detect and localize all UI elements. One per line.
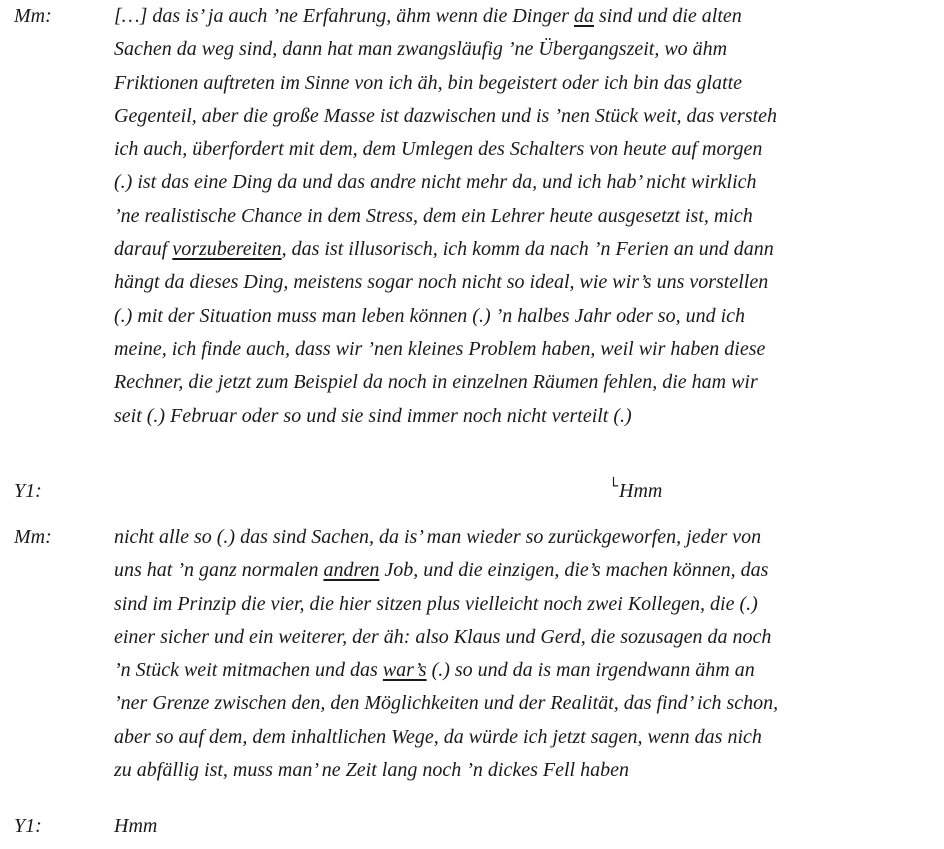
transcript-line: darauf vorzubereiten, das ist illusorisch, ich komm da nach ’n Ferien an und dann [114, 238, 774, 261]
speaker-label: Y1: [14, 480, 42, 502]
transcript-line: (.) mit der Situation muss man leben können (.) ’n halbes Jahr oder so, und ich [114, 304, 746, 327]
speaker-label: Mm: [14, 5, 52, 27]
transcript-line: Rechner, die jetzt zum Beispiel da noch in einzelnen Räumen fehlen, die ham wir [114, 371, 758, 394]
transcript-line: Sachen da weg sind, dann hat man zwangsläufig ’ne Übergangszeit, wo ähm [114, 38, 728, 61]
overlap-bracket-icon: └ [609, 477, 619, 495]
transcript-line: ’ner Grenze zwischen den, den Möglichkeiten und der Realität, das find’ ich schon, [114, 692, 779, 715]
transcript-line: ’n Stück weit mitmachen und das war’s (.) so und da is man irgendwann ähm an [114, 659, 755, 682]
transcript-line: uns hat ’n ganz normalen andren Job, und die einzigen, die’s machen können, das [114, 559, 769, 582]
utterance-text: Hmm [114, 815, 158, 837]
transcript-line: einer sicher und ein weiterer, der äh: also Klaus und Gerd, die sozusagen da noch [114, 625, 772, 648]
utterance-text [114, 0, 940, 433]
utterance-text: Hmm [619, 480, 663, 502]
emphasized-word: da [573, 5, 594, 27]
transcript-line: meine, ich finde auch, dass wir ’nen kleines Problem haben, weil wir haben diese [114, 337, 766, 360]
speaker-label: Mm: [14, 526, 52, 548]
speaker-label: Y1: [14, 815, 42, 837]
transcript-line: ’ne realistische Chance in dem Stress, dem ein Lehrer heute ausgesetzt ist, mich [114, 204, 753, 227]
transcript-line: zu abfällig ist, muss man’ ne Zeit lang noch ’n dickes Fell haben [114, 759, 629, 782]
utterance-text [114, 521, 940, 787]
transcript-line: seit (.) Februar oder so und sie sind immer noch nicht verteilt (.) [114, 404, 632, 427]
overlap-utterance [609, 475, 662, 509]
transcript-line: […] das is’ ja auch ’ne Erfahrung, ähm wenn die Dinger da sind und die alten [114, 5, 742, 27]
emphasized-word: war’s [382, 659, 427, 682]
emphasized-word: andren [323, 559, 380, 582]
transcript-line: nicht alle so (.) das sind Sachen, da is’ man wieder so zurückgeworfen, jeder von [114, 526, 762, 548]
transcript-line: aber so auf dem, dem inhaltlichen Wege, da würde ich jetzt sagen, wenn das nich [114, 725, 762, 748]
transcript-line: hängt da dieses Ding, meistens sogar noch nicht so ideal, wie wir’s uns vorstellen [114, 271, 769, 294]
transcript-line: sind im Prinzip die vier, die hier sitzen plus vielleicht noch zwei Kollegen, die (.) [114, 592, 758, 615]
transcript-line: (.) ist das eine Ding da und das andre nicht mehr da, und ich hab’ nicht wirklich [114, 171, 757, 194]
emphasized-word: vorzubereiten [172, 238, 282, 261]
transcript-line: Friktionen auftreten im Sinne von ich äh, bin begeistert oder ich bin das glatte [114, 71, 743, 94]
transcript-line: ich auch, überfordert mit dem, dem Umlegen des Schalters von heute auf morgen [114, 138, 763, 161]
transcript-line: Gegenteil, aber die große Masse ist dazwischen und is ’nen Stück weit, das versteh [114, 104, 778, 127]
